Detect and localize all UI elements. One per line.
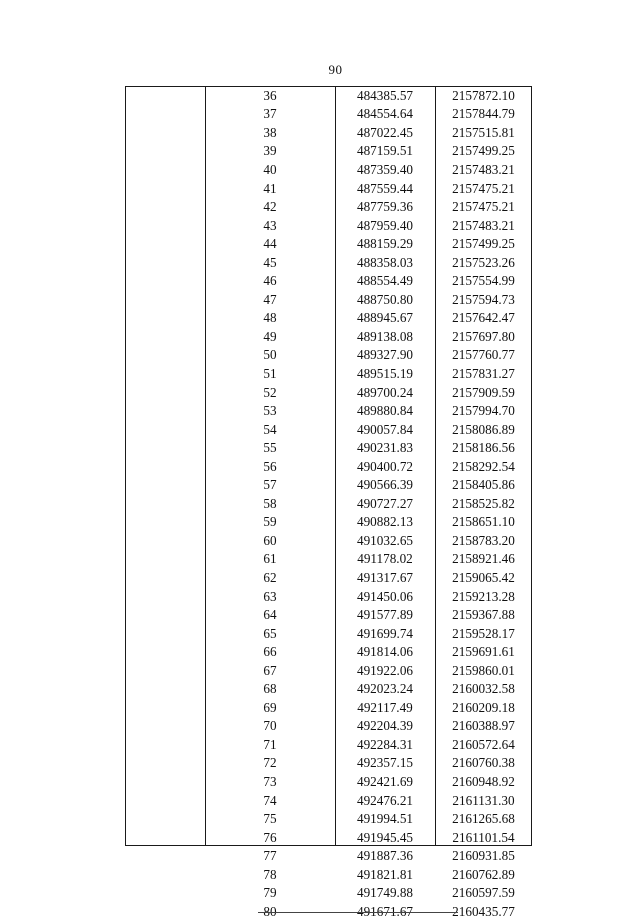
- point-number-cell: 53: [263, 403, 277, 419]
- x-coordinate-cell: 487959.40: [356, 217, 414, 233]
- x-coordinate-cell: 488554.49: [356, 273, 414, 289]
- y-coordinate-cell: 2157994.70: [452, 403, 515, 419]
- y-coordinate-cell: 2157844.79: [452, 106, 515, 122]
- x-coordinate-cell: 492476.21: [356, 792, 414, 808]
- point-number-cell: 36: [263, 87, 277, 103]
- blank-cell: [125, 123, 205, 142]
- x-coordinate-cell: 491749.88: [356, 885, 414, 901]
- y-coordinate-cell: 2158921.46: [452, 551, 515, 567]
- blank-cell: [125, 587, 205, 606]
- table-row: [125, 179, 532, 198]
- y-coordinate-cell: 2157760.77: [452, 347, 515, 363]
- table-row: [125, 791, 532, 810]
- y-coordinate-cell: 2160032.58: [452, 681, 515, 697]
- y-coordinate-cell: 2157499.25: [452, 143, 515, 159]
- table-row: [125, 550, 532, 569]
- table-row: [125, 513, 532, 532]
- point-number-cell: 70: [263, 718, 277, 734]
- y-coordinate-cell: 2157483.21: [452, 217, 515, 233]
- blank-cell: [125, 290, 205, 309]
- x-coordinate-cell: 492204.39: [356, 718, 414, 734]
- blank-cell: [125, 160, 205, 179]
- x-coordinate-cell: 492357.15: [356, 755, 414, 771]
- table-row: [125, 216, 532, 235]
- point-number-cell: 77: [263, 848, 277, 864]
- blank-cell: [125, 216, 205, 235]
- y-coordinate-cell: 2158783.20: [452, 532, 515, 548]
- y-coordinate-cell: 2159860.01: [452, 662, 515, 678]
- point-number-cell: 64: [263, 607, 277, 623]
- table-row: [125, 754, 532, 773]
- point-number-cell: 60: [263, 532, 277, 548]
- y-coordinate-cell: 2161101.54: [452, 829, 515, 845]
- blank-cell: [125, 661, 205, 680]
- point-number-cell: 45: [263, 254, 277, 270]
- point-number-cell: 38: [263, 124, 277, 140]
- point-number-cell: 69: [263, 699, 277, 715]
- point-number-cell: 37: [263, 106, 277, 122]
- table-row: [125, 383, 532, 402]
- y-coordinate-cell: 2160948.92: [452, 774, 515, 789]
- table-row: [125, 253, 532, 272]
- y-coordinate-cell: 2157697.80: [452, 328, 515, 344]
- table-row: [125, 420, 532, 439]
- y-coordinate-cell: 2160209.18: [452, 699, 515, 715]
- table-row: [125, 661, 532, 680]
- blank-cell: [125, 754, 205, 773]
- y-coordinate-cell: 2160388.97: [452, 718, 515, 734]
- table-row: [125, 197, 532, 216]
- point-number-cell: 65: [263, 625, 277, 641]
- x-coordinate-cell: 488358.03: [356, 254, 414, 270]
- blank-cell: [125, 309, 205, 328]
- table-row: [125, 364, 532, 383]
- blank-cell: [125, 457, 205, 476]
- point-number-cell: 71: [263, 736, 277, 752]
- x-coordinate-cell: 489515.19: [356, 365, 414, 381]
- point-number-cell: 46: [263, 273, 277, 289]
- point-number-cell: 56: [263, 458, 277, 474]
- table-row: [125, 717, 532, 736]
- x-coordinate-cell: 487359.40: [356, 161, 414, 177]
- x-coordinate-cell: 488750.80: [356, 291, 414, 307]
- point-number-cell: 40: [263, 161, 277, 177]
- y-coordinate-cell: 2161265.68: [452, 811, 515, 827]
- table-row: [125, 160, 532, 179]
- x-coordinate-cell: 490231.83: [356, 440, 414, 456]
- x-coordinate-cell: 491032.65: [356, 532, 414, 548]
- table-row: [125, 642, 532, 661]
- point-number-cell: 67: [263, 662, 277, 678]
- coordinate-table-body: [125, 86, 532, 921]
- y-coordinate-cell: 2157594.73: [452, 291, 515, 307]
- table-row: [125, 346, 532, 365]
- x-coordinate-cell: 490400.72: [356, 458, 414, 474]
- table-row: [125, 494, 532, 513]
- y-coordinate-cell: 2159691.61: [452, 644, 515, 660]
- blank-cell: [125, 605, 205, 624]
- table-row: [125, 531, 532, 550]
- y-coordinate-cell: 2159213.28: [452, 588, 515, 604]
- y-coordinate-cell: 2157483.21: [452, 161, 515, 177]
- y-coordinate-cell: 2160760.38: [452, 755, 515, 771]
- table-row: [125, 457, 532, 476]
- blank-cell: [125, 179, 205, 198]
- point-number-cell: 48: [263, 310, 277, 326]
- x-coordinate-cell: 489138.08: [356, 328, 414, 344]
- y-coordinate-cell: 2160762.89: [452, 866, 515, 882]
- x-coordinate-cell: 492284.31: [356, 736, 414, 752]
- point-number-cell: 55: [263, 440, 277, 456]
- point-number-cell: 74: [263, 792, 277, 808]
- y-coordinate-cell: 2157831.27: [452, 365, 515, 381]
- blank-cell: [125, 884, 205, 903]
- x-coordinate-cell: 491887.36: [356, 848, 414, 864]
- point-number-cell: 68: [263, 681, 277, 697]
- point-number-cell: 72: [263, 755, 277, 771]
- blank-cell: [125, 717, 205, 736]
- blank-cell: [125, 513, 205, 532]
- point-number-cell: 78: [263, 866, 277, 882]
- x-coordinate-cell: 490566.39: [356, 477, 414, 493]
- blank-cell: [125, 86, 205, 105]
- x-coordinate-cell: 487759.36: [356, 199, 414, 215]
- x-coordinate-cell: 489700.24: [356, 384, 414, 400]
- x-coordinate-cell: 487022.45: [356, 124, 414, 140]
- point-number-cell: 50: [263, 347, 277, 363]
- blank-cell: [125, 494, 205, 513]
- y-coordinate-cell: 2157872.10: [452, 87, 515, 103]
- x-coordinate-cell: 491994.51: [356, 811, 414, 827]
- y-coordinate-cell: 2157499.25: [452, 236, 515, 252]
- table-row: [125, 401, 532, 420]
- x-coordinate-cell: 491922.06: [356, 662, 414, 678]
- x-coordinate-cell: 487559.44: [356, 180, 414, 196]
- x-coordinate-cell: 489327.90: [356, 347, 414, 363]
- page-bottom-rule: [258, 912, 458, 913]
- x-coordinate-cell: 491821.81: [356, 866, 414, 882]
- table-row: [125, 680, 532, 699]
- y-coordinate-cell: 2159367.88: [452, 607, 515, 623]
- x-coordinate-cell: 484385.57: [356, 87, 414, 103]
- x-coordinate-cell: 491699.74: [356, 625, 414, 641]
- table-row: [125, 587, 532, 606]
- blank-cell: [125, 735, 205, 754]
- y-coordinate-cell: 2157554.99: [452, 273, 515, 289]
- point-number-cell: 80: [263, 903, 277, 919]
- blank-cell: [125, 846, 205, 865]
- blank-cell: [125, 772, 205, 791]
- table-row: [125, 438, 532, 457]
- blank-cell: [125, 550, 205, 569]
- x-coordinate-cell: 488945.67: [356, 310, 414, 326]
- x-coordinate-cell: 484554.64: [356, 106, 414, 122]
- point-number-cell: 52: [263, 384, 277, 400]
- table-row: [125, 624, 532, 643]
- table-row: [125, 475, 532, 494]
- y-coordinate-cell: 2161131.30: [452, 792, 515, 808]
- table-row: [125, 698, 532, 717]
- blank-cell: [125, 438, 205, 457]
- point-number-cell: 54: [263, 421, 277, 437]
- x-coordinate-cell: 490882.13: [356, 514, 414, 530]
- point-number-cell: 44: [263, 236, 277, 252]
- x-coordinate-cell: 491178.02: [357, 551, 413, 567]
- blank-cell: [125, 142, 205, 161]
- y-coordinate-cell: 2158186.56: [452, 440, 515, 456]
- point-number-cell: 42: [263, 199, 277, 215]
- blank-cell: [125, 197, 205, 216]
- y-coordinate-cell: 2160435.77: [452, 903, 515, 919]
- y-coordinate-cell: 2157475.21: [452, 199, 515, 215]
- y-coordinate-cell: 2159528.17: [452, 625, 515, 641]
- blank-cell: [125, 253, 205, 272]
- coordinate-table: [125, 86, 532, 921]
- point-number-cell: 75: [263, 811, 277, 827]
- blank-cell: [125, 401, 205, 420]
- x-coordinate-cell: 492117.49: [357, 699, 413, 715]
- x-coordinate-cell: 488159.29: [356, 236, 414, 252]
- table-row: [125, 735, 532, 754]
- y-coordinate-cell: 2157515.81: [452, 124, 515, 140]
- x-coordinate-cell: 491577.89: [356, 607, 414, 623]
- point-number-cell: 61: [263, 551, 277, 567]
- x-coordinate-cell: 491814.06: [356, 644, 414, 660]
- table-row: [125, 271, 532, 290]
- point-number-cell: 57: [263, 477, 277, 493]
- page-number: 90: [328, 62, 343, 77]
- blank-cell: [125, 642, 205, 661]
- table-row: [125, 327, 532, 346]
- y-coordinate-cell: 2160931.85: [452, 848, 515, 864]
- blank-cell: [125, 809, 205, 828]
- point-number-cell: 51: [263, 365, 277, 381]
- table-row: [125, 846, 532, 865]
- blank-cell: [125, 680, 205, 699]
- y-coordinate-cell: 2158525.82: [452, 495, 515, 511]
- table-row: [125, 290, 532, 309]
- table-row: [125, 772, 532, 791]
- y-coordinate-cell: 2160597.59: [452, 885, 515, 901]
- y-coordinate-cell: 2159065.42: [452, 569, 515, 585]
- blank-cell: [125, 865, 205, 884]
- point-number-cell: 58: [263, 495, 277, 511]
- blank-cell: [125, 364, 205, 383]
- table-row: [125, 828, 532, 847]
- point-number-cell: 41: [263, 180, 277, 196]
- table-row: [125, 105, 532, 124]
- blank-cell: [125, 568, 205, 587]
- blank-cell: [125, 327, 205, 346]
- x-coordinate-cell: 490727.27: [356, 495, 414, 511]
- point-number-cell: 76: [263, 829, 277, 845]
- blank-cell: [125, 271, 205, 290]
- blank-cell: [125, 531, 205, 550]
- table-row: [125, 568, 532, 587]
- x-coordinate-cell: 489880.84: [356, 403, 414, 419]
- point-number-cell: 47: [263, 291, 277, 307]
- y-coordinate-cell: 2157523.26: [452, 254, 515, 270]
- table-row: [125, 234, 532, 253]
- table-row: [125, 865, 532, 884]
- point-number-cell: 49: [263, 328, 277, 344]
- point-number-cell: 43: [263, 217, 277, 233]
- blank-cell: [125, 234, 205, 253]
- x-coordinate-cell: 490057.84: [356, 421, 414, 437]
- blank-cell: [125, 475, 205, 494]
- y-coordinate-cell: 2158651.10: [452, 514, 515, 530]
- table-row: [125, 86, 532, 105]
- blank-cell: [125, 105, 205, 124]
- y-coordinate-cell: 2157909.59: [452, 384, 515, 400]
- table-row: [125, 123, 532, 142]
- y-coordinate-cell: 2160572.64: [452, 736, 515, 752]
- x-coordinate-cell: 492023.24: [356, 681, 414, 697]
- x-coordinate-cell: 491671.67: [356, 903, 414, 919]
- y-coordinate-cell: 2158086.89: [452, 421, 515, 437]
- table-row: [125, 142, 532, 161]
- y-coordinate-cell: 2157475.21: [452, 180, 515, 196]
- point-number-cell: 73: [263, 774, 277, 789]
- point-number-cell: 63: [263, 588, 277, 604]
- blank-cell: [125, 624, 205, 643]
- point-number-cell: 79: [263, 885, 277, 901]
- table-row: [125, 605, 532, 624]
- blank-cell: [125, 791, 205, 810]
- y-coordinate-cell: 2158292.54: [452, 458, 515, 474]
- y-coordinate-cell: 2157642.47: [452, 310, 515, 326]
- table-row: [125, 809, 532, 828]
- blank-cell: [125, 828, 205, 847]
- y-coordinate-cell: 2158405.86: [452, 477, 515, 493]
- blank-cell: [125, 420, 205, 439]
- x-coordinate-cell: 491317.67: [356, 569, 414, 585]
- x-coordinate-cell: 491945.45: [356, 829, 414, 845]
- point-number-cell: 39: [263, 143, 277, 159]
- blank-cell: [125, 383, 205, 402]
- point-number-cell: 59: [263, 514, 277, 530]
- point-number-cell: 62: [263, 569, 277, 585]
- blank-cell: [125, 698, 205, 717]
- x-coordinate-cell: 491450.06: [356, 588, 414, 604]
- point-number-cell: 66: [263, 644, 277, 660]
- blank-cell: [125, 346, 205, 365]
- table-row: [125, 309, 532, 328]
- table-row: [125, 884, 532, 903]
- x-coordinate-cell: 492421.69: [356, 774, 414, 789]
- x-coordinate-cell: 487159.51: [356, 143, 414, 159]
